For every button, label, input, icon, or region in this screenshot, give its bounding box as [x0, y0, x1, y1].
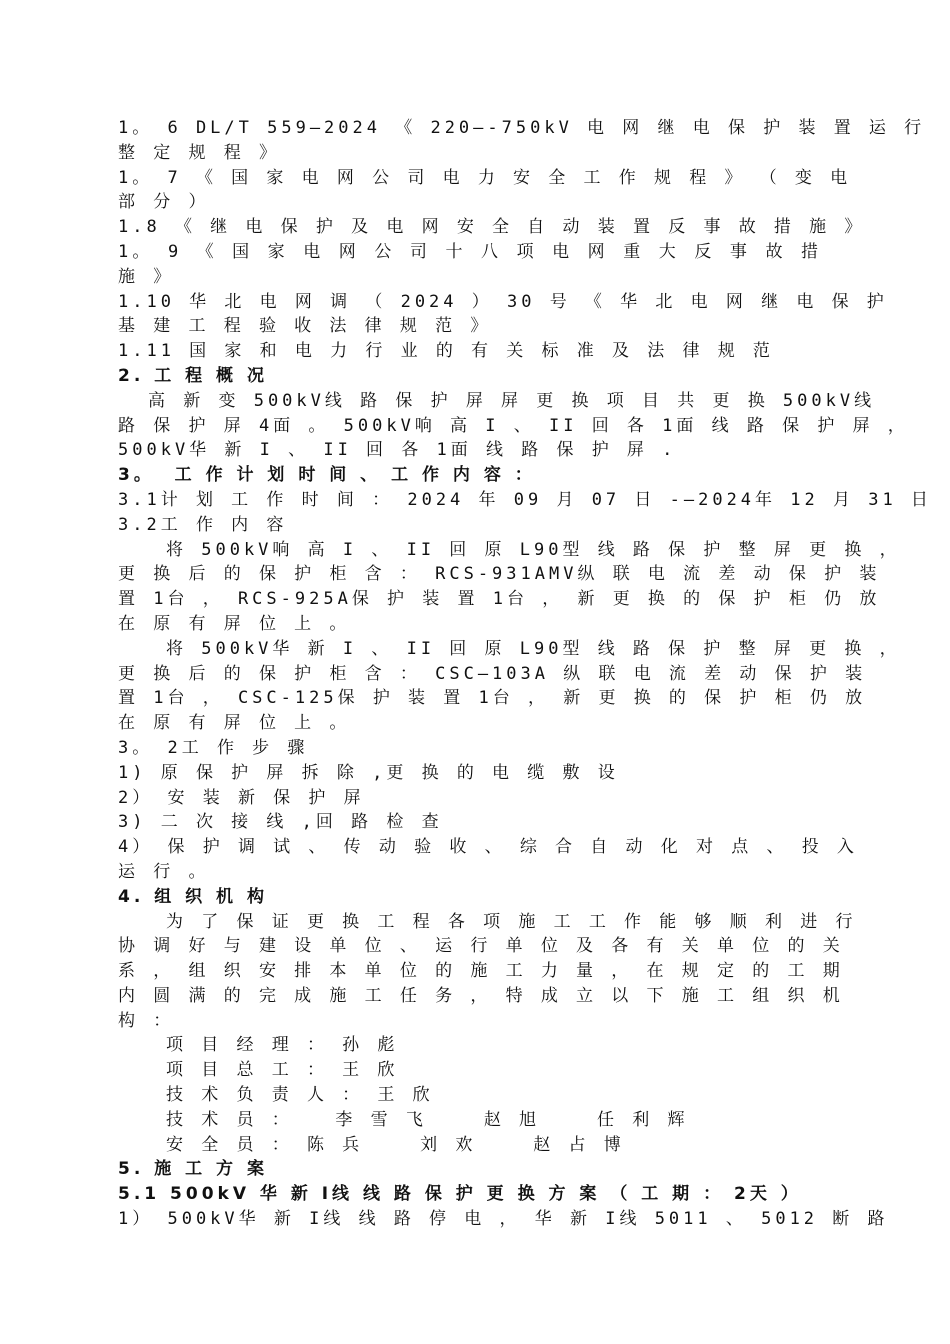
text-line: 项 目 经 理 ： 孙 彪	[166, 1035, 399, 1056]
text-line: 2） 安 装 新 保 护 屏	[118, 787, 365, 808]
text-line: 高 新 变 500kV线 路 保 护 屏 屏 更 换 项 目 共 更 换 500kV线	[148, 390, 876, 411]
text-line: 1。 6 DL/T 559—2024 《 220—-750kV 电 网 继 电 保 护 装 置 运 行	[118, 118, 926, 138]
text-line: 1.8 《 继 电 保 护 及 电 网 安 全 自 动 装 置 反 事 故 措 施 》	[118, 217, 866, 238]
text-line: 5.1 500kV 华 新 I线 线 路 保 护 更 换 方 案 （ 工 期 ： 2天 ）	[118, 1184, 802, 1205]
text-line: 3) 二 次 接 线 ,回 路 检 查	[118, 812, 443, 833]
text-line: 3.1计 划 工 作 时 间 ： 2024 年 09 月 07 日 -—2024年 12 月 31 日	[118, 489, 932, 510]
text-line: 将 500kV华 新 I 、 II 回 原 L90型 线 路 保 护 整 屏 更 换 ，	[166, 638, 901, 659]
text-line: 4. 组 织 机 构	[118, 886, 268, 907]
text-line: 在 原 有 屏 位 上 。	[118, 713, 351, 734]
text-line: 基 建 工 程 验 收 法 律 规 范 》	[118, 316, 492, 337]
document-page	[118, 116, 932, 1232]
text-line: 系 ， 组 织 安 排 本 单 位 的 施 工 力 量 ， 在 规 定 的 工 期	[118, 961, 844, 982]
text-line: 部 分 ）	[118, 192, 210, 213]
text-line: 更 换 后 的 保 护 柜 含 ： CSC—103A 纵 联 电 流 差 动 保 护 装	[118, 663, 867, 684]
text-line: 4） 保 护 调 试 、 传 动 验 收 、 综 合 自 动 化 对 点 、 投 入	[118, 837, 858, 858]
text-line: 将 500kV响 高 I 、 II 回 原 L90型 线 路 保 护 整 屏 更 换 ，	[166, 539, 901, 560]
text-line: 运 行 。	[118, 861, 210, 882]
text-line: 在 原 有 屏 位 上 。	[118, 613, 351, 634]
text-line: 2. 工 程 概 况	[118, 365, 268, 386]
text-line: 构 ：	[118, 1010, 175, 1031]
text-line: 5. 施 工 方 案	[118, 1159, 268, 1180]
text-line: 更 换 后 的 保 护 柜 含 ： RCS-931AMV纵 联 电 流 差 动 保 护 装	[118, 564, 881, 585]
text-line: 1。 7 《 国 家 电 网 公 司 电 力 安 全 工 作 规 程 》 （ 变 电	[118, 167, 852, 188]
text-line: 安 全 员 ： 陈 兵 刘 欢 赵 占 博	[166, 1134, 625, 1155]
text-line: 技 术 员 ： 李 雪 飞 赵 旭 任 利 辉	[166, 1109, 689, 1130]
text-line: 500kV华 新 I 、 II 回 各 1面 线 路 保 护 屏 .	[118, 440, 677, 461]
text-line: 为 了 保 证 更 换 工 程 各 项 施 工 工 作 能 够 顺 利 进 行	[166, 911, 857, 932]
text-line: 置 1台 ， RCS-925A保 护 装 置 1台 ， 新 更 换 的 保 护 柜 仍 放	[118, 589, 881, 610]
text-line: 1） 500kV华 新 I线 线 路 停 电 ， 华 新 I线 5011 、 5012 断 路	[118, 1209, 889, 1230]
text-line: 施 》	[118, 266, 175, 287]
text-line: 1。 9 《 国 家 电 网 公 司 十 八 项 电 网 重 大 反 事 故 措	[118, 241, 822, 262]
text-line: 3。 工 作 计 划 时 间 、 工 作 内 容 ：	[118, 465, 536, 486]
text-line: 置 1台 ， CSC-125保 护 装 置 1台 ， 新 更 换 的 保 护 柜 仍 放	[118, 688, 867, 709]
text-line: 3.2工 作 内 容	[118, 514, 288, 535]
text-line: 内 圆 满 的 完 成 施 工 任 务 ， 特 成 立 以 下 施 工 组 织 机	[118, 985, 844, 1006]
text-line: 1.10 华 北 电 网 调 （ 2024 ） 30 号 《 华 北 电 网 继 电 保 护	[118, 291, 888, 312]
text-line: 协 调 好 与 建 设 单 位 、 运 行 单 位 及 各 有 关 单 位 的 关	[118, 936, 844, 957]
text-line: 路 保 护 屏 4面 。 500kV响 高 I 、 II 回 各 1面 线 路 保 护 屏 ，	[118, 415, 909, 436]
text-line: 1.11 国 家 和 电 力 行 业 的 有 关 标 准 及 法 律 规 范	[118, 341, 774, 362]
text-line: 1) 原 保 护 屏 拆 除 ,更 换 的 电 缆 敷 设	[118, 762, 619, 783]
text-line: 技 术 负 责 人 ： 王 欣	[166, 1085, 434, 1106]
text-line: 3。 2工 作 步 骤	[118, 737, 309, 758]
text-line: 项 目 总 工 ： 王 欣	[166, 1060, 399, 1081]
text-line: 整 定 规 程 》	[118, 142, 280, 163]
